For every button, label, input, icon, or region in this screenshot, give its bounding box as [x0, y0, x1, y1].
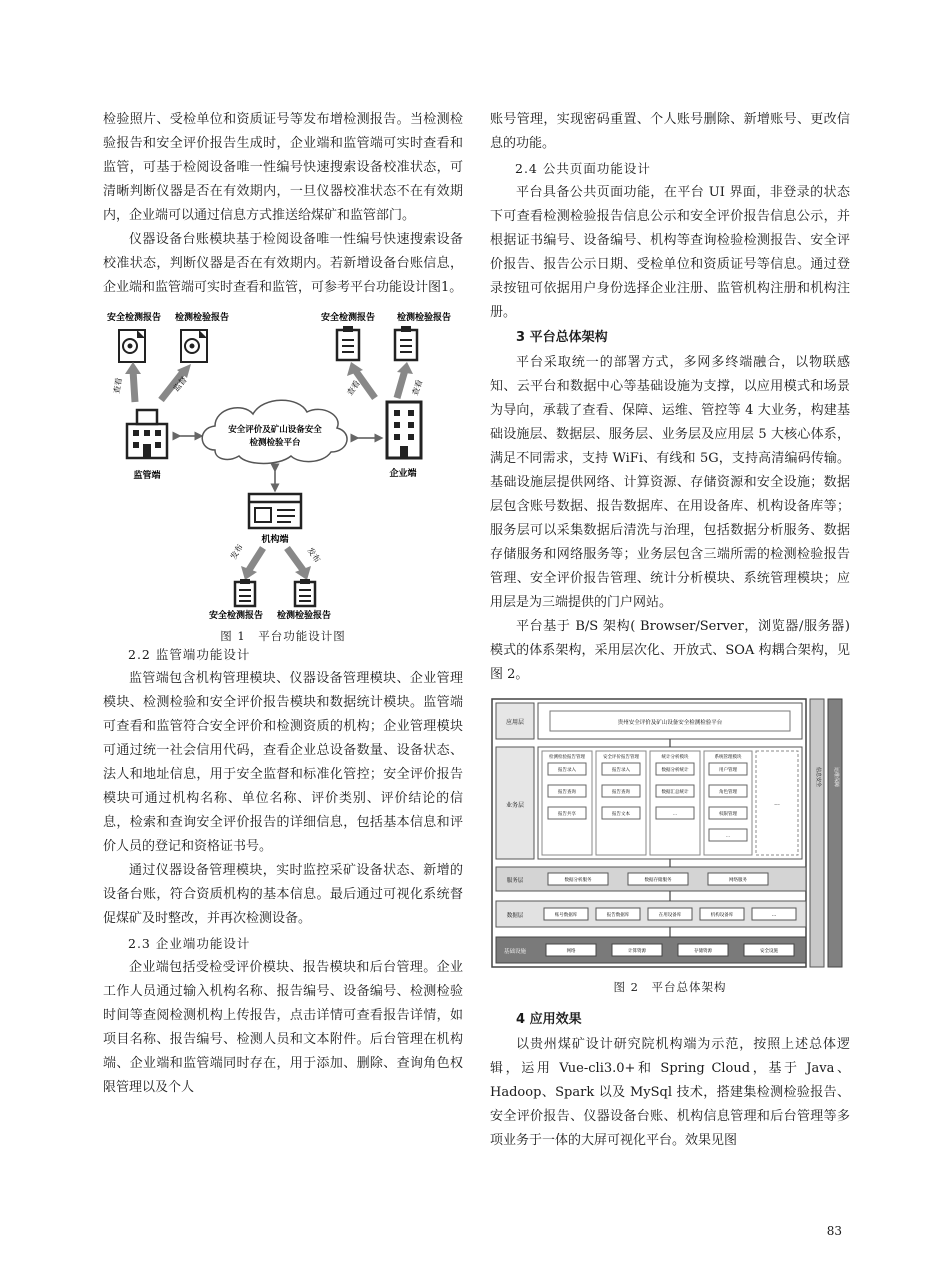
- svg-text:报告数据库: 报告数据库: [606, 913, 630, 918]
- svg-text:数据分析统计: 数据分析统计: [661, 768, 689, 773]
- business-module: [542, 751, 592, 855]
- svg-text:系统管理模块: 系统管理模块: [714, 755, 742, 760]
- report-eye-icon: [119, 330, 145, 362]
- svg-text:信息安全: 信息安全: [815, 766, 821, 788]
- svg-text:网络服务: 网络服务: [729, 878, 747, 883]
- svg-text:报告文本: 报告文本: [612, 812, 630, 817]
- svg-text:数据分析服务: 数据分析服务: [564, 878, 592, 883]
- page-number: 83: [826, 1224, 842, 1238]
- fig1-node-label: 机构端: [261, 535, 289, 545]
- svg-text:统计分析模块: 统计分析模块: [661, 755, 689, 760]
- layer-label: 应用层: [505, 719, 525, 726]
- fig1-arrow-label: 发布: [228, 542, 245, 561]
- business-module: [650, 751, 700, 855]
- cloud-platform: [202, 400, 347, 463]
- figure-caption: 图 1 平台功能设计图: [220, 629, 346, 643]
- svg-text:报告共享: 报告共享: [558, 812, 576, 817]
- layer-label: 基础设施: [503, 949, 527, 955]
- layer-label: 业务层: [505, 802, 525, 809]
- figure-caption: 图 2 平台总体架构: [613, 980, 727, 994]
- svg-text:账号数据库: 账号数据库: [554, 913, 578, 918]
- figure-1: [103, 304, 463, 642]
- section-heading: 4 应用效果: [516, 1012, 582, 1027]
- cloud-text: 检测检验平台: [249, 438, 301, 448]
- paragraph: 监管端包含机构管理模块、仪器设备管理模块、企业管理模块、检测检验和安全评价报告模块和数据统计模块。监管端可查看和监管符合安全评价和检测资质的机构；企业管理模块可通过统一社会信用代码，查看企业总设备数量、设备状态、法人和地址信息，用于安全监督和标准化管控；安全评价报告模块可通过机构名称、单位名称、评价类别、评价结论的信息，检索和查询安全评价报告的详细信息，包括基本信息和评价人员的登记和资格证书号。: [103, 671, 463, 854]
- section-heading: 2.3 企业端功能设计: [128, 936, 251, 951]
- svg-text:检测检验报告管理: 检测检验报告管理: [549, 755, 585, 760]
- fig1-label: 检测检验报告: [277, 611, 332, 621]
- svg-text:报告查询: 报告查询: [558, 790, 576, 795]
- fig1-label: 安全检测报告: [321, 313, 376, 323]
- svg-text:机构设备库: 机构设备库: [710, 913, 734, 918]
- business-module: [596, 751, 646, 855]
- paragraph: 平台基于 B/S 架构( Browser/Server，浏览器/服务器) 模式的体系架构，采用层次化、开放式、SOA 构耦合架构，见图 2。: [490, 619, 850, 682]
- fig1-arrow-label: 查看: [345, 378, 362, 398]
- arrow: [249, 548, 263, 570]
- svg-text:...: ...: [672, 812, 678, 817]
- right-column: [490, 108, 850, 1153]
- cloud-text: 安全评价及矿山设备安全: [228, 425, 322, 435]
- svg-text:权限管理: 权限管理: [719, 812, 737, 817]
- report-eye-icon: [181, 330, 207, 362]
- svg-text:报告录入: 报告录入: [612, 768, 630, 773]
- platform-architecture-diagram: [490, 697, 846, 969]
- svg-text:...: ...: [725, 834, 731, 839]
- svg-text:...: ...: [771, 912, 777, 918]
- fig1-arrow-label: 查看: [410, 378, 425, 397]
- report-document-icon: [395, 326, 417, 360]
- layer-label: 服务层: [506, 878, 524, 884]
- arrow: [397, 370, 405, 398]
- fig1-arrow-label: 发布: [305, 545, 322, 565]
- paragraph: 平台具备公共页面功能，在平台 UI 界面，非登录的状态下可查看检测检验报告信息公示和安全评价报告信息公示，并根据证书编号、设备编号、机构等查询检验检测报告、安全评价报告、报告公示日期、受检单位和资质证号等信息。通过登录按钮可依据用户身份选择企业注册、监管机构注册和机构注册。: [490, 185, 850, 320]
- svg-text:用户管理: 用户管理: [719, 768, 737, 773]
- business-module: [704, 751, 752, 855]
- section-heading: 2.2 监管端功能设计: [128, 647, 251, 662]
- svg-text:安全评价报告管理: 安全评价报告管理: [603, 755, 639, 760]
- svg-text:数据汇总统计: 数据汇总统计: [661, 790, 689, 795]
- fig1-node-label: 企业端: [389, 469, 417, 479]
- paragraph: 企业端包括受检受评价模块、报告模块和后台管理。企业工作人员通过输入机构名称、报告编号、设备编号、检测检验时间等查阅检测机构上传报告，点击详情可查看报告详情，如项目名称、报告编号、检测人员和文本附件。后台管理在机构端、企业端和监管端同时存在，用于添加、删除、查询角色权限管理以及个人: [103, 960, 463, 1095]
- platform-function-diagram: [103, 304, 463, 622]
- fig1-arrow-label: 监督: [171, 375, 189, 394]
- svg-text:存储资源: 存储资源: [694, 949, 712, 954]
- svg-text:报告查询: 报告查询: [612, 790, 630, 795]
- left-column: [103, 108, 463, 1100]
- svg-text:报告录入: 报告录入: [558, 768, 576, 773]
- figure-2: [490, 697, 850, 997]
- svg-text:安全设施: 安全设施: [760, 949, 778, 954]
- svg-text:在用设备库: 在用设备库: [658, 913, 682, 918]
- section-heading: 2.4 公共页面功能设计: [515, 161, 651, 176]
- side-bar: [810, 699, 824, 967]
- svg-text:角色管理: 角色管理: [719, 790, 737, 795]
- side-bar: [828, 699, 842, 967]
- paragraph: 平台采取统一的部署方式，多网多终端融合，以物联感知、云平台和数据中心等基础设施为支撑，以应用模式和场景为导向，承载了查看、保障、运维、管控等 4 大业务，构建基础设施层、数据层、服务层、业务层及应用层 5 大核心体系，满足不同需求，支持 WiFi、有线和 5G，支持高清编码传输。基础设施层提供网络、计算资源、存储资源和安全设施；数据层包含账号数据、报告数据库、在用设备库、机构设备库等；服务层可以采集数据后清洗与治理，包括数据分析服务、数据存储服务和网络服务等；业务层包含三端所需的检测检验报告管理、安全评价报告管理、统计分析模块、系统管理模块；应用层是为三端提供的门户网站。: [490, 355, 850, 610]
- paragraph: 账号管理，实现密码重置、个人账号删除、新增账号、更改信息的功能。: [490, 112, 850, 151]
- paragraph: 仪器设备台账模块基于检阅设备唯一性编号快速搜索设备校准状态，判断仪器是否在有效期内。若新增设备台账信息，企业端和监管端可实时查看和监管，可参考平台功能设计图1。: [103, 232, 463, 295]
- fig1-label: 安全检测报告: [209, 611, 264, 621]
- report-document-icon: [337, 326, 359, 360]
- svg-text:运维保障: 运维保障: [833, 766, 839, 788]
- report-document-icon: [235, 579, 255, 606]
- layer-label: 数据层: [506, 913, 524, 919]
- svg-text:数据存储服务: 数据存储服务: [644, 878, 672, 883]
- report-document-icon: [295, 579, 315, 606]
- paragraph: 检验照片、受检单位和资质证号等发布增检测报告。当检测检验报告和安全评价报告生成时，企业端和监管端可实时查看和监管，可基于检阅设备唯一性编号快速搜索设备校准状态，可清晰判断仪器是否在有效期内，一旦仪器校准状态不在有效期内，企业端可以通过信息方式推送给煤矿和监管部门。: [103, 112, 463, 223]
- section-heading: 3 平台总体架构: [516, 330, 608, 345]
- svg-text:网络: 网络: [566, 949, 576, 954]
- regulator-building-icon: [127, 410, 167, 458]
- fig1-label: 检测检验报告: [175, 313, 230, 323]
- business-module: [756, 751, 798, 855]
- svg-text:...: ...: [774, 800, 780, 807]
- paragraph: 通过仪器设备管理模块，实时监控采矿设备状态、新增的设备台账，符合资质机构的基本信息。最后通过可视化系统督促煤矿及时整改，并再次检测设备。: [103, 863, 463, 926]
- arrow: [133, 370, 135, 402]
- fig1-label: 检测检验报告: [397, 313, 452, 323]
- institution-browser-icon: [249, 494, 301, 528]
- portal-label: 贵州安全评价及矿山设备安全检测检验平台: [617, 720, 723, 726]
- paragraph: 以贵州煤矿设计研究院机构端为示范，按照上述总体逻辑，运用 Vue-cli3.0+和 Spring Cloud，基于 Java、Hadoop、Spark 以及 MySql 技术，搭建集检测检验报告、安全评价报告、仪器设备台账、机构信息管理和后台管理等多项业务于一体的大屏可视化平台。效果见图: [490, 1037, 850, 1148]
- enterprise-building-icon: [387, 402, 421, 458]
- arrow: [287, 548, 303, 570]
- fig1-node-label: 监管端: [133, 471, 161, 481]
- svg-text:计算资源: 计算资源: [628, 949, 646, 954]
- fig1-label: 安全检测报告: [107, 313, 162, 323]
- fig1-arrow-label: 查看: [112, 377, 124, 395]
